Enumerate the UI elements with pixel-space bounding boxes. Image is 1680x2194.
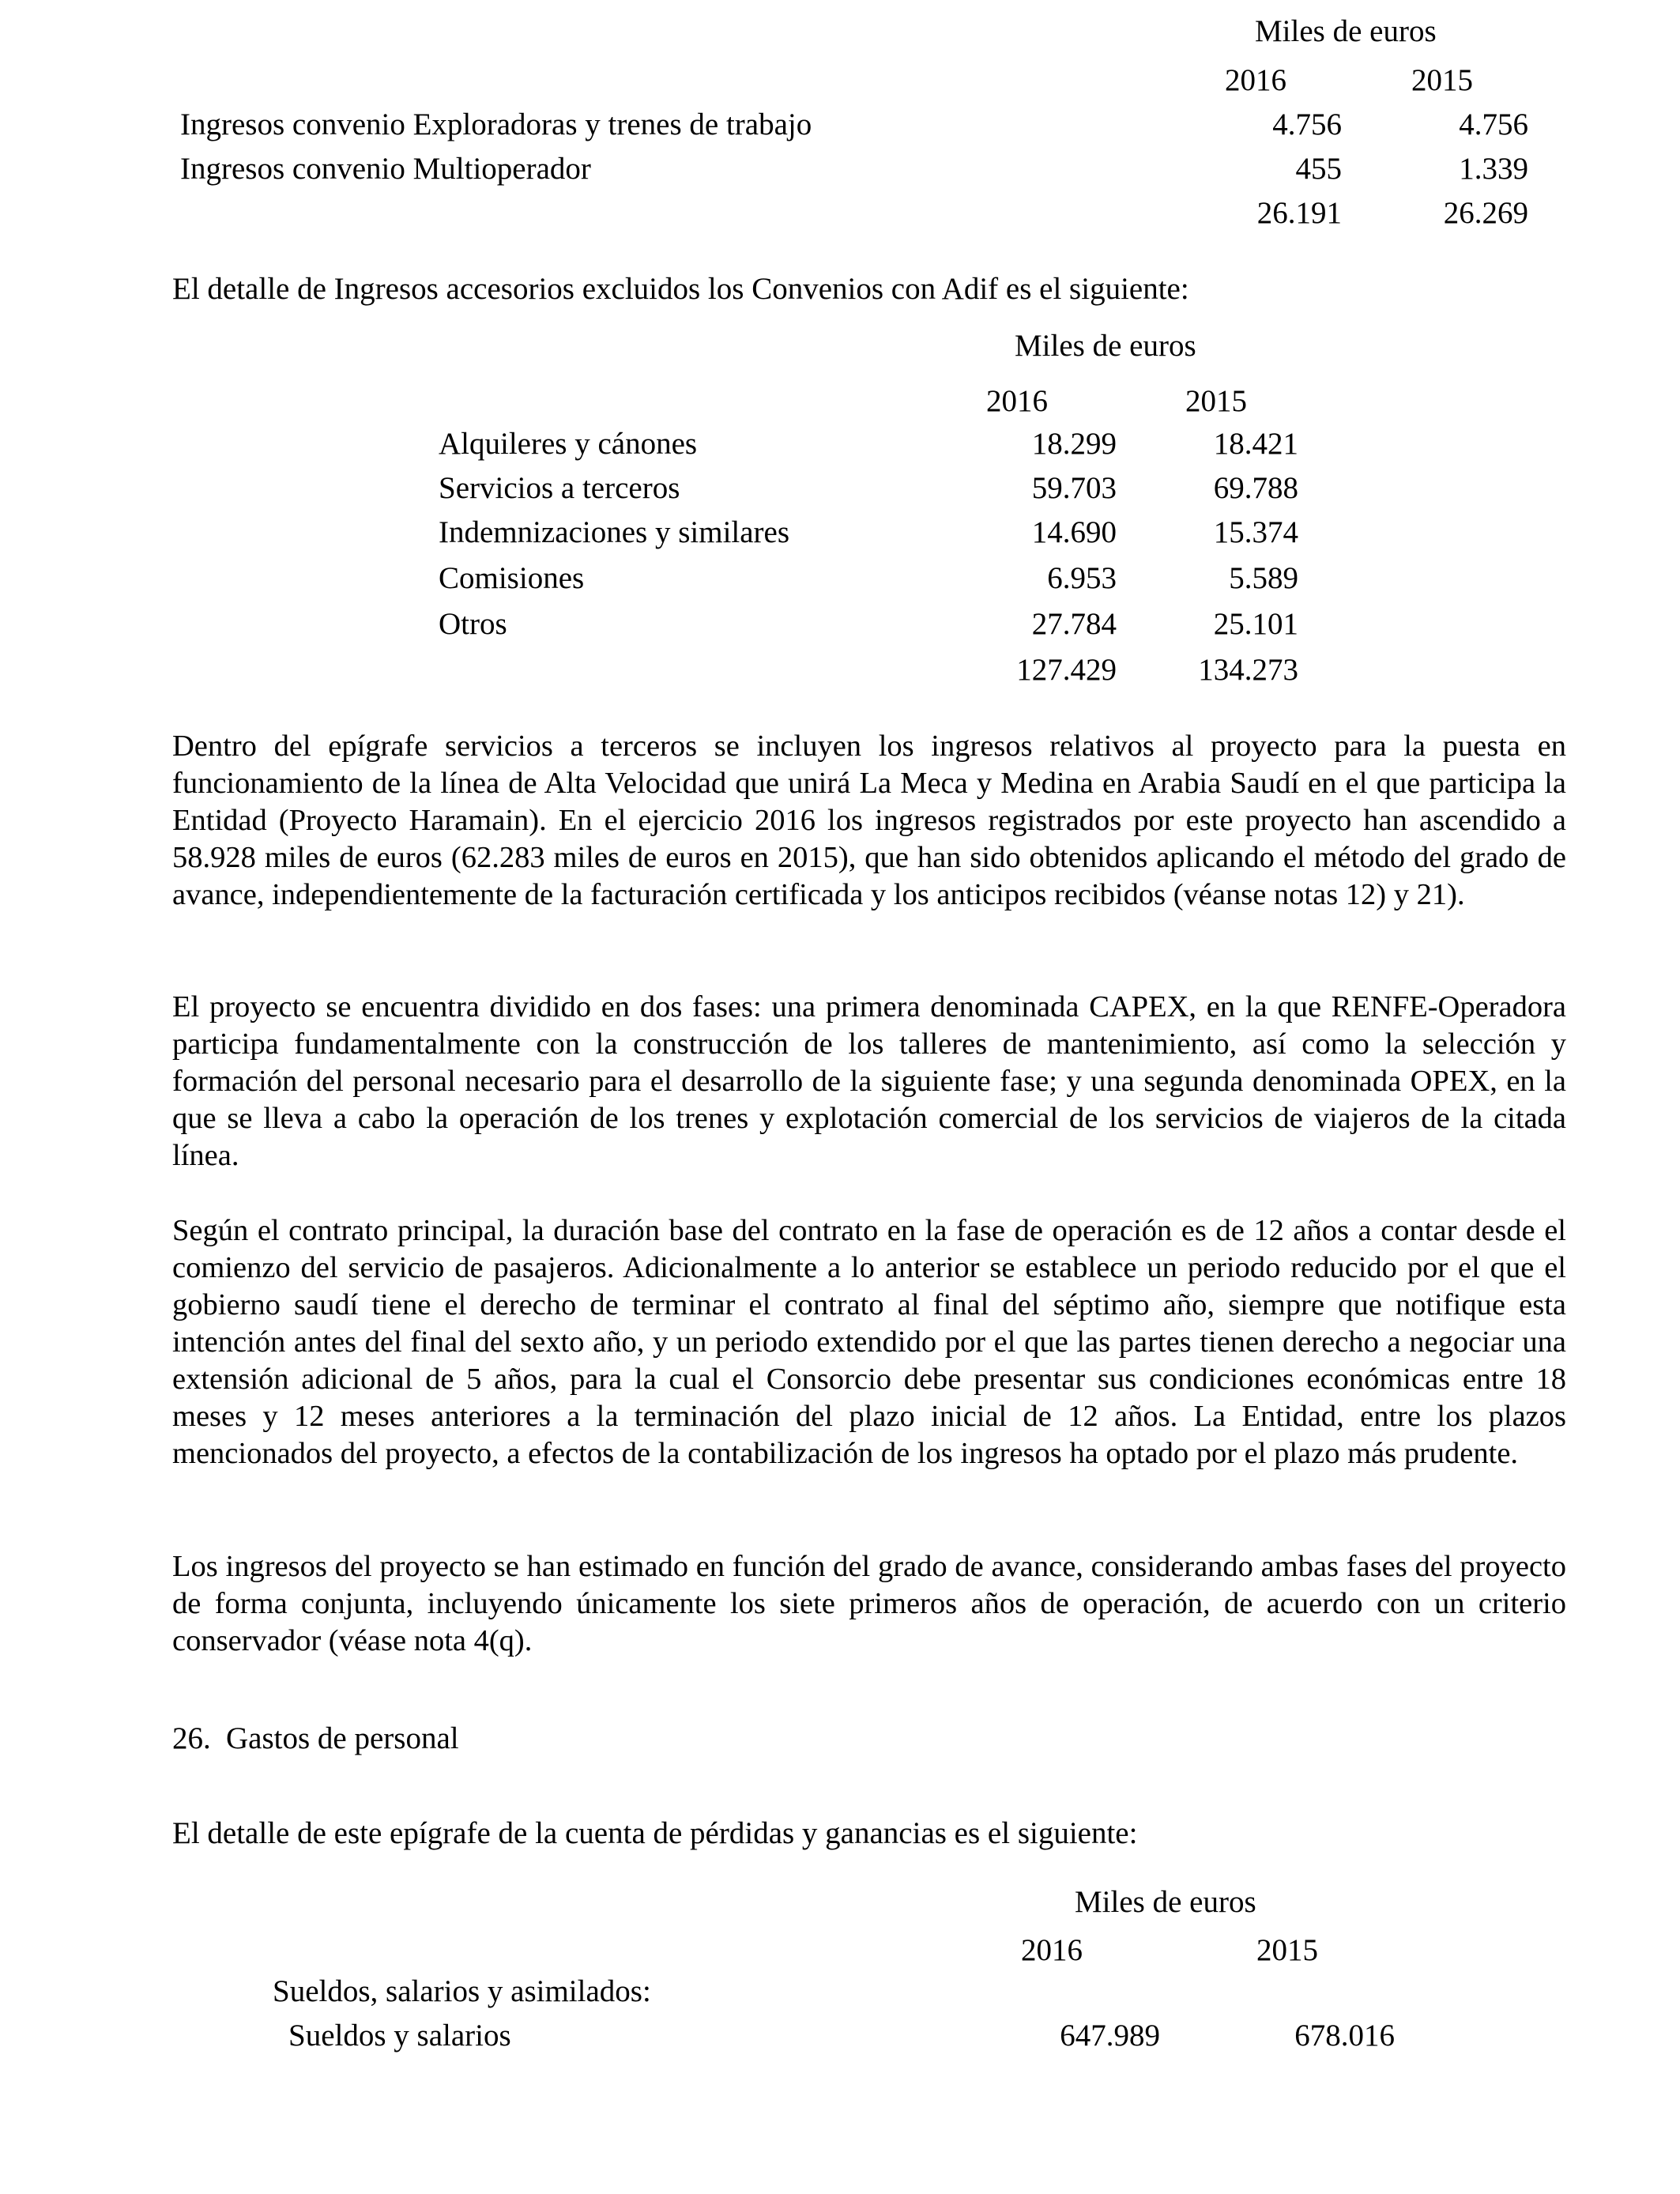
table2-row-label: Otros <box>439 607 507 641</box>
table2-row-label: Indemnizaciones y similares <box>439 515 790 549</box>
table1-row-label: Ingresos convenio Multioperador <box>180 152 591 186</box>
paragraph-project-phases <box>172 989 1566 1174</box>
table2-row-label: Comisiones <box>439 561 585 595</box>
table3-year-2015: 2015 <box>1256 1933 1318 1967</box>
table3-row-value-2016: 647.989 <box>1060 2019 1160 2053</box>
table2-row-value-2015: 15.374 <box>1213 515 1298 549</box>
table1-unit-label: Miles de euros <box>1255 14 1437 48</box>
table1-row-label: Ingresos convenio Exploradoras y trenes de trabajo <box>180 107 812 141</box>
table1-row-value-2015: 4.756 <box>1459 107 1528 141</box>
table1-year-2016: 2016 <box>1225 63 1286 97</box>
paragraph-text: El proyecto se encuentra dividido en dos fases: una primera denominada CAPEX, en la que RENFE-Operadora participa fundamentalmente con la construcción de los talleres de mantenimiento, así como la selección y formación del personal necesario para el desarrollo de la siguiente fase; y una segunda denominada OPEX, en la que se lleva a cabo la operación de los trenes y explotación comercial de los servicios de viajeros de la citada línea. <box>172 990 1566 1172</box>
intro-personnel-expenses: El detalle de este epígrafe de la cuenta de pérdidas y ganancias es el siguiente: <box>172 1816 1138 1850</box>
table2-row-value-2015: 5.589 <box>1229 561 1298 595</box>
table2-unit-label: Miles de euros <box>1015 329 1196 363</box>
section-number: 26. <box>172 1721 211 1755</box>
table2-row-value-2015: 25.101 <box>1213 607 1298 641</box>
section-title: Gastos de personal <box>226 1721 459 1755</box>
table2-total-2015: 134.273 <box>1198 653 1298 687</box>
table2-row-value-2016: 14.690 <box>1031 515 1117 549</box>
table2-row-label: Alquileres y cánones <box>439 427 698 461</box>
table2-total-2016: 127.429 <box>1016 653 1117 687</box>
table2-year-2015: 2015 <box>1185 384 1247 418</box>
table3-year-2016: 2016 <box>1021 1933 1083 1967</box>
table3-row-value-2015: 678.016 <box>1294 2019 1395 2053</box>
table1-row-value-2016: 4.756 <box>1272 107 1342 141</box>
table1-year-2015: 2015 <box>1411 63 1473 97</box>
table1-row-value-2015: 1.339 <box>1459 152 1528 186</box>
table2-row-value-2016: 18.299 <box>1031 427 1117 461</box>
intro-accessory-income: El detalle de Ingresos accesorios excluidos los Convenios con Adif es el siguiente: <box>172 272 1189 306</box>
table2-row-label: Servicios a terceros <box>439 471 680 505</box>
table2-row-value-2015: 18.421 <box>1213 427 1298 461</box>
paragraph-text: Dentro del epígrafe servicios a terceros se incluyen los ingresos relativos al proyecto para la puesta en funcionamiento de la línea de Alta Velocidad que unirá La Meca y Medina en Arabia Saudí en el que participa la Entidad (Proyecto Haramain). En el ejercicio 2016 los ingresos registrados por este proyecto han ascendido a 58.928 miles de euros (62.283 miles de euros en 2015), que han sido obtenidos aplicando el método del grado de avance, independientemente de la facturación certificada y los anticipos recibidos (véanse notas 12) y 21). <box>172 729 1566 911</box>
table2-row-value-2015: 69.788 <box>1213 471 1298 505</box>
table1-row-value-2016: 455 <box>1295 152 1342 186</box>
table1-total-2016: 26.191 <box>1256 196 1342 230</box>
table1-total-2015: 26.269 <box>1443 196 1528 230</box>
table3-group-label: Sueldos, salarios y asimilados: <box>273 1974 651 2008</box>
paragraph-text: Los ingresos del proyecto se han estimado en función del grado de avance, considerando ambas fases del proyecto de forma conjunta, incluyendo únicamente los siete primeros años de operación, de acuerdo con un criterio conservador (véase nota 4(q). <box>172 1550 1566 1657</box>
table2-row-value-2016: 27.784 <box>1031 607 1117 641</box>
table2-row-value-2016: 59.703 <box>1031 471 1117 505</box>
table2-row-value-2016: 6.953 <box>1047 561 1117 595</box>
table2-year-2016: 2016 <box>986 384 1048 418</box>
paragraph-contract-duration <box>172 1212 1566 1472</box>
paragraph-text: Según el contrato principal, la duración base del contrato en la fase de operación es de 12 años a contar desde el comienzo del servicio de pasajeros. Adicionalmente a lo anterior se establece un periodo reducido por el que el gobierno saudí tiene el derecho de terminar el contrato al final del séptimo año, siempre que notifique esta intención antes del final del sexto año, y un periodo extendido por el que las partes tienen derecho a negociar una extensión adicional de 5 años, para la cual el Consorcio debe presentar sus condiciones económicas entre 18 meses y 12 meses anteriores a la terminación del plazo inicial de 12 años. La Entidad, entre los plazos mencionados del proyecto, a efectos de la contabilización de los ingresos ha optado por el plazo más prudente. <box>172 1214 1566 1470</box>
table3-row-label: Sueldos y salarios <box>288 2019 511 2053</box>
table3-unit-label: Miles de euros <box>1075 1885 1256 1919</box>
paragraph-revenue-estimation <box>172 1548 1566 1660</box>
paragraph-haramain-project <box>172 728 1566 914</box>
